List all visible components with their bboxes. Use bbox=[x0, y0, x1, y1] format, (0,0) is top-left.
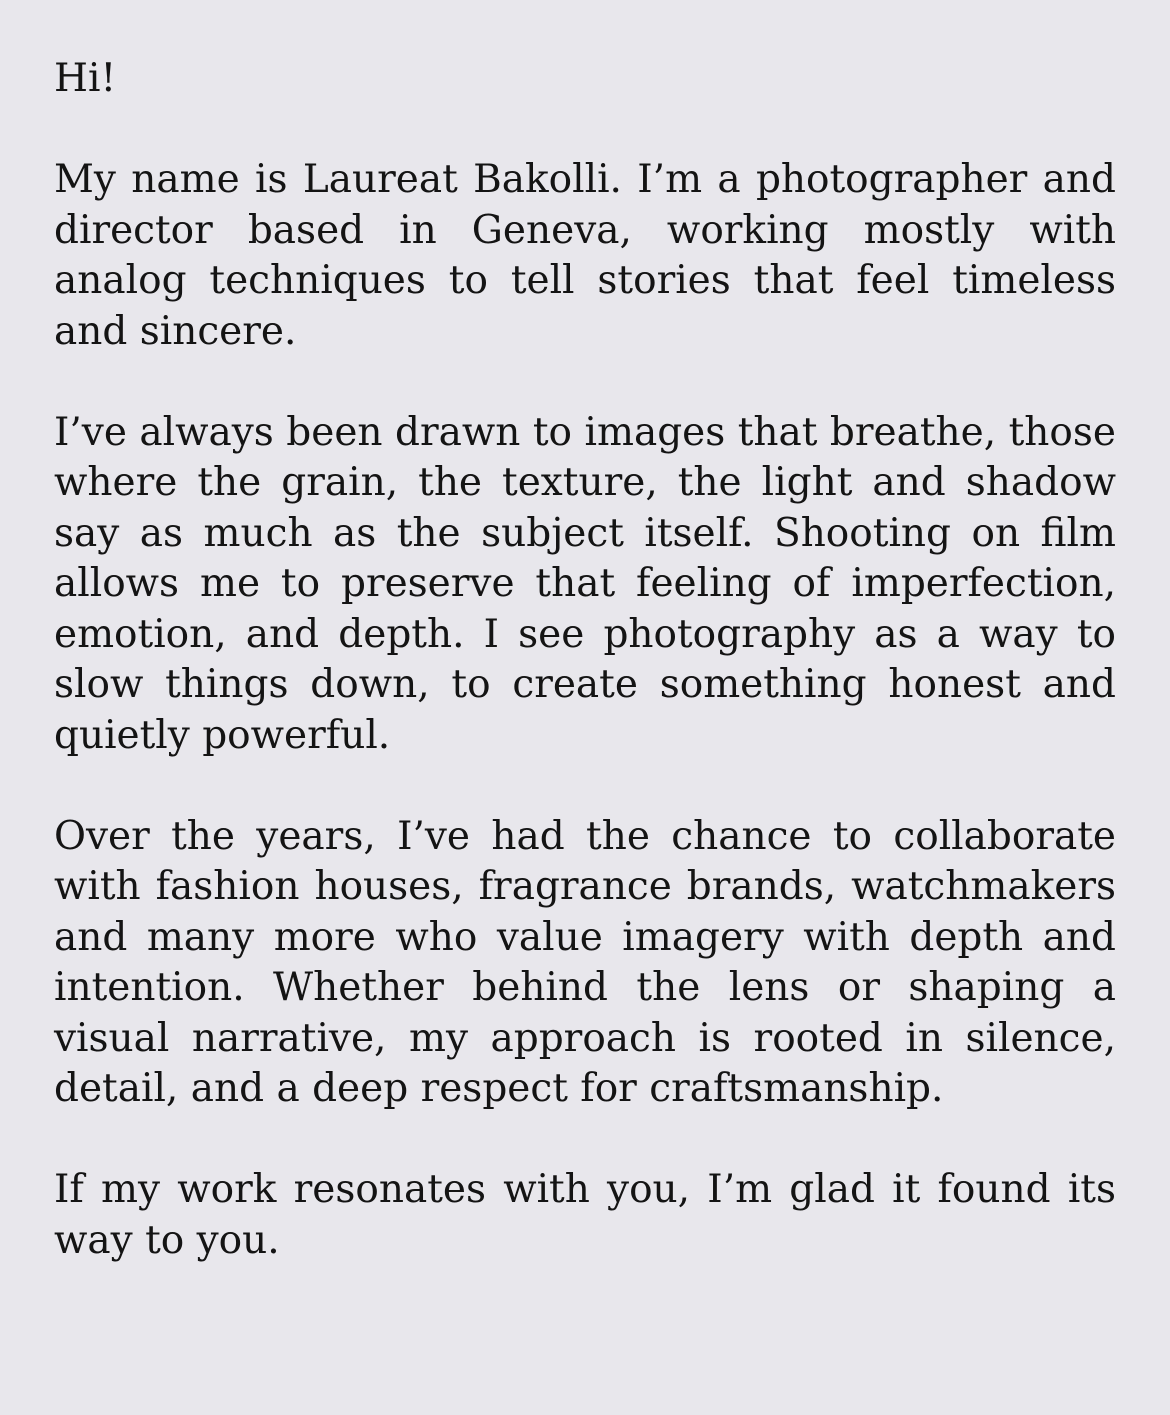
closing-paragraph: If my work resonates with you, I’m glad it found its way to you. bbox=[54, 1167, 1116, 1263]
intro-paragraph: My name is Laureat Bakolli. I’m a photographer and director based in Geneva, working mostly with analog techniques to tell stories that feel timeless and sincere. bbox=[54, 157, 1116, 354]
greeting: Hi! bbox=[54, 56, 117, 101]
about-text bbox=[54, 54, 1116, 1266]
collaborations-paragraph: Over the years, I’ve had the chance to collaborate with fashion houses, fragrance brands, watchmakers and many more who value imagery with depth and intention. Whether behind the lens or shaping a visual narrative, my approach is rooted in silence, detail, and a deep respect for craftsmanship. bbox=[54, 813, 1116, 1111]
film-approach-paragraph: I’ve always been drawn to images that breathe, those where the grain, the texture, the light and shadow say as much as the subject itself. Shooting on film allows me to preserve that feeling of imperfection, emotion, and depth. I see photography as a way to slow things down, to create something honest and quietly powerful. bbox=[54, 409, 1116, 758]
